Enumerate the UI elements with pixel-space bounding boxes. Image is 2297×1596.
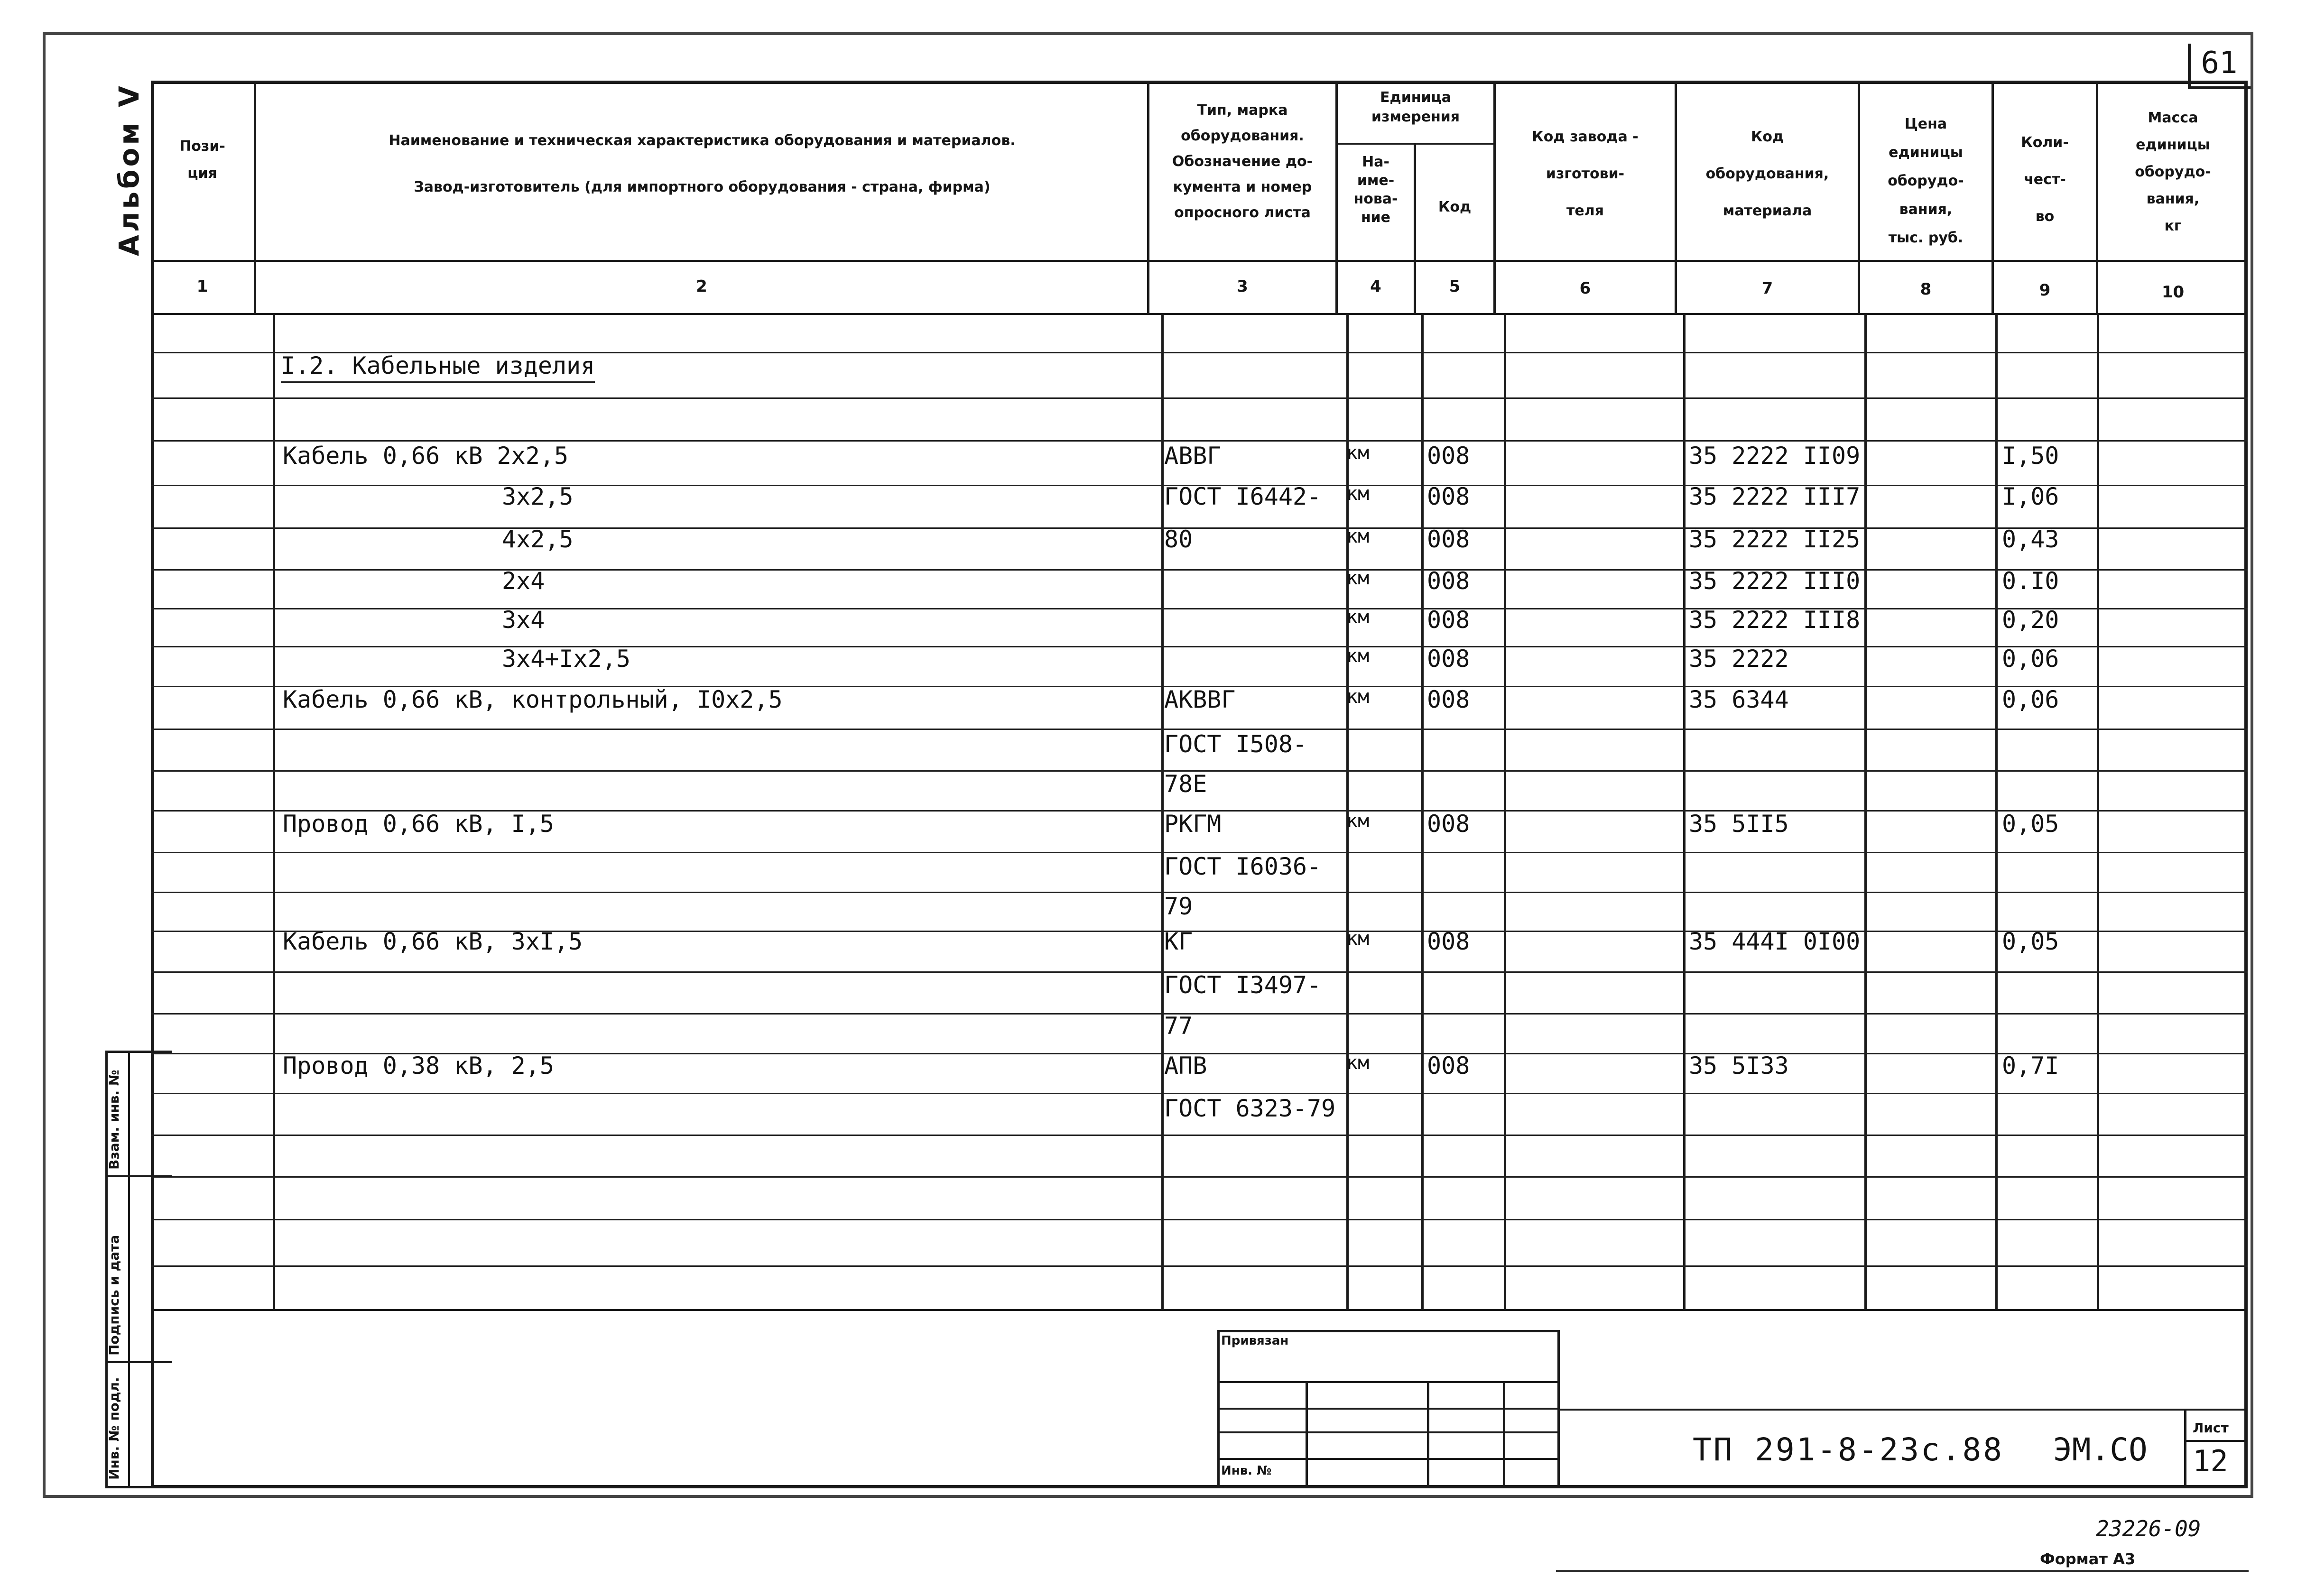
hdr-unit-code: Код	[1438, 199, 1472, 215]
cell-material-code: 35 6344	[1689, 686, 1789, 713]
cell-name: 3x2,5	[502, 483, 574, 510]
cell-name: 3x4+Ix2,5	[502, 645, 630, 673]
row-line	[151, 608, 2248, 609]
colnum-10: 10	[2161, 283, 2185, 302]
cell-quantity: 0.I0	[2002, 567, 2059, 595]
row-line	[151, 1135, 2248, 1136]
cell-material-code: 35 2222 III0	[1689, 567, 1861, 595]
row-line	[151, 646, 2248, 647]
cell-type: 79	[1164, 893, 1193, 920]
row-line	[151, 729, 2248, 730]
cell-material-code: 35 2222 II09	[1689, 442, 1861, 470]
hdr-name-line1: Наименование и техническая характеристика оборудования и материалов.	[389, 132, 1016, 149]
header-bottom-line	[151, 260, 2248, 262]
cell-name: Кабель 0,66 кВ 2x2,5	[283, 442, 569, 470]
tb-line-3	[1217, 1431, 1560, 1433]
row-line	[151, 1176, 2248, 1178]
colnum-1: 1	[196, 277, 208, 296]
footer-rule	[1556, 1570, 2249, 1572]
colnum-7: 7	[1761, 279, 1773, 298]
hdr-unit-name: На- име- нова- ние	[1353, 154, 1398, 226]
tb-vline-1	[1306, 1381, 1308, 1488]
tb-line-2	[1217, 1408, 1560, 1410]
cell-quantity: 0,20	[2002, 606, 2059, 634]
cell-name: Провод 0,38 кВ, 2,5	[283, 1052, 554, 1079]
cell-type: ГОСТ I6036-	[1164, 853, 1322, 880]
tb-vline-3	[1503, 1381, 1505, 1488]
cell-unit-code: 008	[1427, 645, 1470, 673]
cell-unit-code: 008	[1427, 606, 1470, 634]
hdr-factory-code: Код завода - изготови- теля	[1532, 129, 1639, 219]
colnum-2: 2	[696, 277, 707, 296]
cell-name: 2x4	[502, 567, 545, 595]
cell-type: 80	[1164, 526, 1193, 553]
cell-unit-code: 008	[1427, 483, 1470, 510]
column-number-line	[151, 313, 2248, 315]
row-line	[151, 527, 2248, 529]
side-stamp-vzam: Взам. инв. №	[106, 1070, 122, 1170]
colnum-8: 8	[1920, 280, 1932, 299]
cell-name: Кабель 0,66 кВ, 3xI,5	[283, 928, 583, 955]
cell-unit-code: 008	[1427, 526, 1470, 553]
cell-type: ГОСТ I508-	[1164, 730, 1307, 758]
cell-unit: км	[1346, 1052, 1370, 1074]
cell-type: ГОСТ I3497-	[1164, 971, 1322, 999]
hdr-quantity: Коли- чест- во	[2021, 134, 2069, 225]
cell-unit: км	[1346, 526, 1370, 547]
cell-unit-code: 008	[1427, 928, 1470, 955]
hdr-material-code: Код оборудования, материала	[1705, 129, 1829, 219]
cell-quantity: 0,05	[2002, 810, 2059, 838]
cell-quantity: 0,06	[2002, 686, 2059, 713]
cell-unit: км	[1346, 606, 1370, 628]
cell-type: 77	[1164, 1012, 1193, 1040]
hdr-price: Цена единицы оборудо- вания, тыс. руб.	[1888, 116, 1964, 246]
cell-material-code: 35 5II5	[1689, 810, 1789, 838]
hdr-name-line2: Завод-изготовитель (для импортного оборудования - страна, фирма)	[414, 179, 991, 195]
cell-unit: км	[1346, 442, 1370, 464]
colnum-3: 3	[1237, 277, 1248, 296]
cell-type: АПВ	[1164, 1052, 1207, 1079]
cell-material-code: 35 2222 III7	[1689, 483, 1861, 510]
row-line	[151, 1219, 2248, 1220]
album-label: Альбом V	[113, 83, 145, 256]
hdr-mass: Масса единицы оборудо- вания, кг	[2135, 110, 2211, 234]
cell-name: Кабель 0,66 кВ, контрольный, I0x2,5	[283, 686, 783, 713]
row-line	[151, 569, 2248, 571]
row-line	[151, 1093, 2248, 1094]
cell-type: РКГМ	[1164, 810, 1222, 838]
cell-unit: км	[1346, 645, 1370, 667]
cell-type: АВВГ	[1164, 442, 1222, 470]
side-stamp-signature: Подпись и дата	[106, 1235, 122, 1356]
side-stamp-divider	[128, 1051, 130, 1488]
cell-unit: км	[1346, 483, 1370, 505]
unit-subheader-line	[1338, 143, 1494, 145]
cell-unit: км	[1346, 928, 1370, 950]
cell-quantity: 0,05	[2002, 928, 2059, 955]
side-stamp-line-2	[105, 1361, 172, 1363]
tb-sheet-line	[2184, 1440, 2248, 1442]
cell-quantity: 0,43	[2002, 526, 2059, 553]
section-title: I.2. Кабельные изделия	[281, 352, 595, 383]
cell-name: Провод 0,66 кВ, I,5	[283, 810, 554, 838]
cell-unit-code: 008	[1427, 810, 1470, 838]
colnum-4: 4	[1370, 277, 1381, 296]
hdr-type: Тип, марка оборудования. Обозначение до- кумента и номер опросного листа	[1172, 102, 1313, 221]
cell-unit: км	[1346, 567, 1370, 589]
colnum-6: 6	[1579, 279, 1591, 298]
hdr-position: Пози- ция	[179, 138, 225, 182]
colnum-5: 5	[1449, 277, 1461, 296]
cell-unit: км	[1346, 686, 1370, 708]
title-block-doc-mark: ЭМ.СО	[2053, 1431, 2148, 1468]
side-stamp-inv-podl: Инв. № подл.	[106, 1377, 122, 1480]
cell-quantity: 0,7I	[2002, 1052, 2059, 1079]
row-line	[151, 1265, 2248, 1267]
colnum-9: 9	[2039, 281, 2051, 300]
cell-quantity: 0,06	[2002, 645, 2059, 673]
title-block-designation: ТП 291-8-23с.88	[1693, 1431, 2004, 1468]
cell-unit-code: 008	[1427, 1052, 1470, 1079]
title-block-privyazan: Привязан	[1221, 1334, 1289, 1348]
cell-unit-code: 008	[1427, 686, 1470, 713]
cell-material-code: 35 2222 III8	[1689, 606, 1861, 634]
cell-material-code: 35 2222 II25	[1689, 526, 1861, 553]
cell-unit-code: 008	[1427, 567, 1470, 595]
corner-sheet-number: 61	[2201, 46, 2238, 81]
cell-type: АКВВГ	[1164, 686, 1236, 713]
cell-unit-code: 008	[1427, 442, 1470, 470]
hdr-unit-group: Единица измерения	[1371, 89, 1460, 125]
tb-line-1	[1217, 1381, 1560, 1383]
cell-name: 4x2,5	[502, 526, 574, 553]
row-line	[151, 892, 2248, 893]
title-block-sheet-label: Лист	[2193, 1420, 2229, 1436]
cell-material-code: 35 444I 0I00	[1689, 928, 1861, 955]
cell-type: ГОСТ 6323-79	[1164, 1095, 1336, 1122]
cell-name: 3x4	[502, 606, 545, 634]
tb-line-4	[1217, 1458, 1560, 1460]
cell-material-code: 35 2222	[1689, 645, 1789, 673]
cell-type: КГ	[1164, 928, 1193, 955]
cell-quantity: I,50	[2002, 442, 2059, 470]
tb-designation-top	[1560, 1409, 2248, 1411]
footer-number: 23226-09	[2096, 1516, 2201, 1541]
title-block-sheet: 12	[2193, 1444, 2228, 1478]
title-block-inv: Инв. №	[1221, 1464, 1272, 1478]
side-stamp-line-1	[105, 1175, 172, 1177]
cell-quantity: I,06	[2002, 483, 2059, 510]
footer-format: Формат А3	[2040, 1550, 2136, 1568]
tb-sheet-vline	[2184, 1409, 2186, 1488]
tb-vline-2	[1427, 1381, 1429, 1488]
cell-type: 78Е	[1164, 770, 1207, 798]
cell-unit: км	[1346, 810, 1370, 832]
cell-type: ГОСТ I6442-	[1164, 483, 1322, 510]
row-line	[151, 1013, 2248, 1015]
row-line	[151, 440, 2248, 442]
table-bottom-line	[151, 1309, 2248, 1311]
row-line	[151, 397, 2248, 399]
cell-material-code: 35 5I33	[1689, 1052, 1789, 1079]
